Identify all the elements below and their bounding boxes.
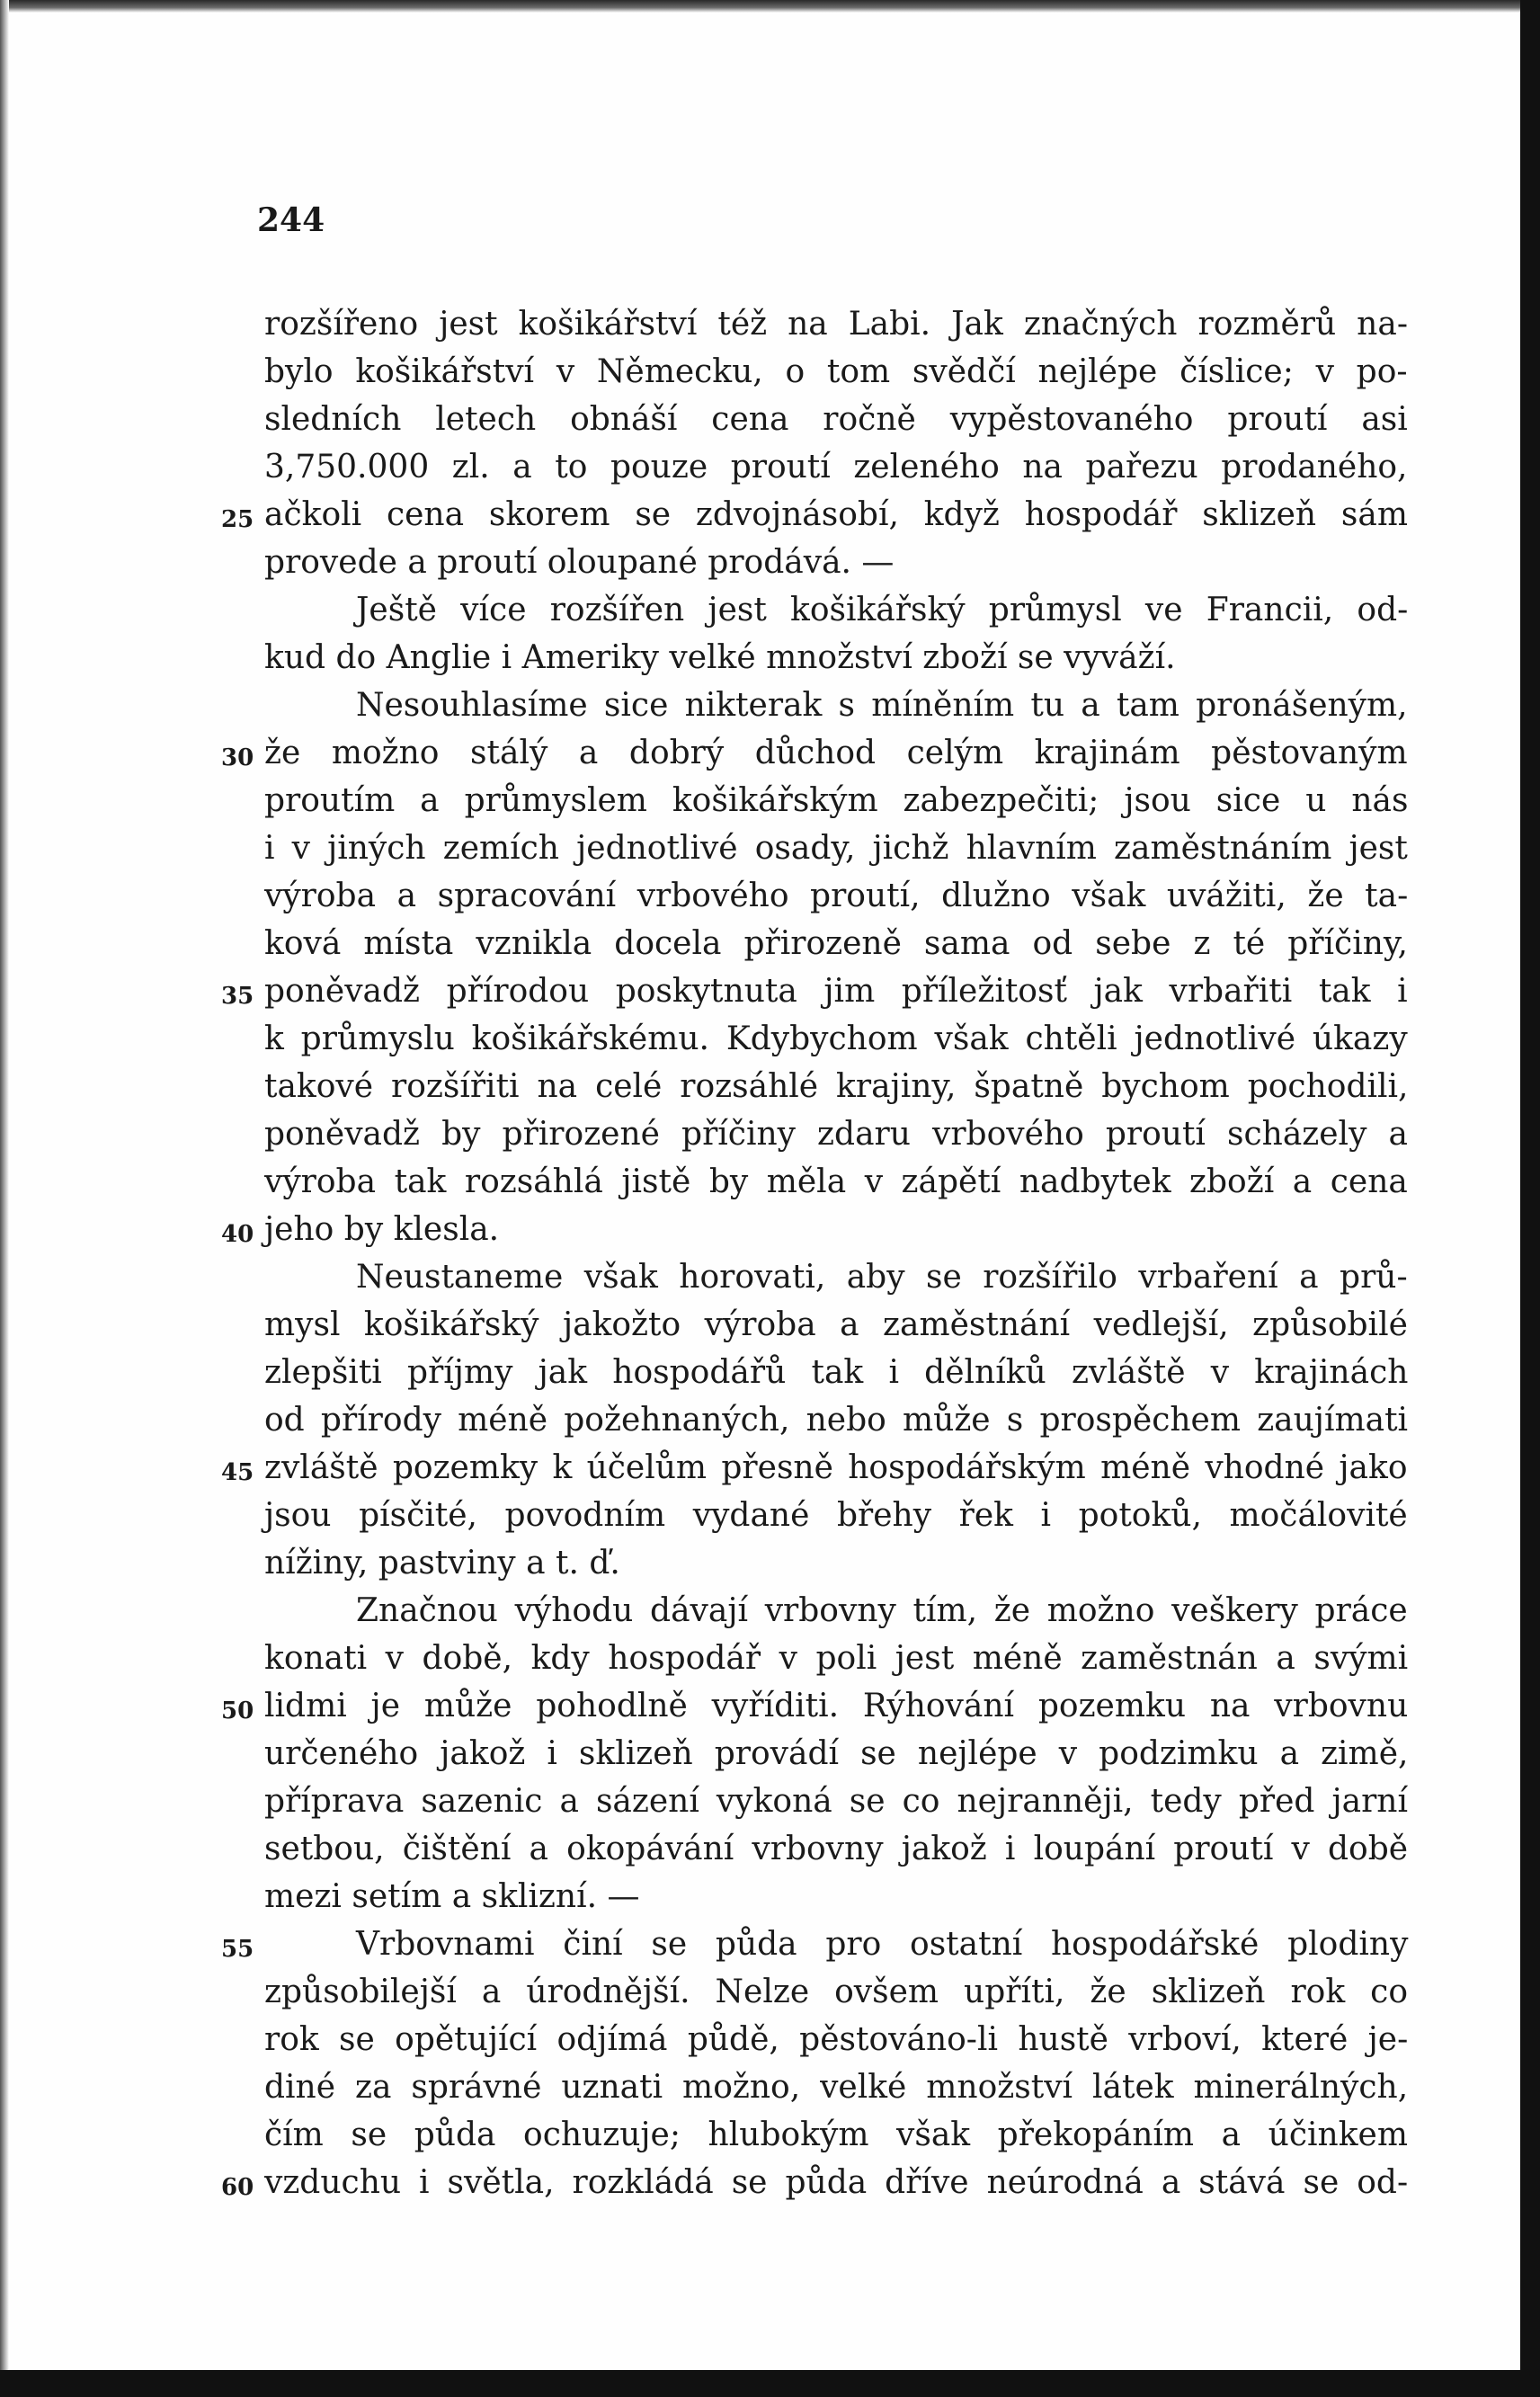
text-line [264, 682, 1408, 729]
text-line [264, 1158, 1408, 1206]
text-line [264, 1539, 1408, 1587]
line-text: Značnou výhodu dávají vrbovny tím, že možno veškery práce [356, 1592, 1408, 1629]
line-text: proutím a průmyslem košikářským zabezpečiti; jsou sice u nás [264, 782, 1409, 819]
text-line [264, 396, 1408, 443]
text-line [264, 348, 1408, 396]
line-text: výroba a spracování vrbového proutí, dlužno však uvážiti, že ta- [264, 878, 1409, 914]
line-text: jsou písčité, povodním vydané břehy řek i potoků, močálovité [264, 1497, 1408, 1534]
line-text: poněvadž by přirozené příčiny zdaru vrbového proutí scházely a [264, 1116, 1408, 1153]
line-number: 35 [221, 983, 254, 1010]
line-number: 45 [221, 1459, 254, 1486]
text-line [264, 1349, 1408, 1396]
line-text: konati v době, kdy hospodář v poli jest méně zaměstnán a svými [264, 1640, 1409, 1677]
text-line [264, 443, 1408, 491]
line-number: 60 [221, 2174, 254, 2201]
text-line [264, 1015, 1408, 1063]
line-text: mysl košikářský jakožto výroba a zaměstnání vedlejší, způsobilé [264, 1306, 1408, 1343]
scan-border-bottom [0, 2370, 1540, 2397]
text-line [264, 1825, 1408, 1873]
text-line [264, 920, 1408, 967]
text-line [264, 777, 1408, 824]
line-number: 25 [221, 506, 254, 533]
line-text: lidmi je může pohodlně vyříditi. Rýhování pozemku na vrbovnu [264, 1688, 1409, 1724]
scan-border-top [0, 0, 1540, 13]
line-text: sledních letech obnáší cena ročně vypěstovaného proutí asi [264, 401, 1408, 438]
text-line [264, 872, 1408, 920]
line-text: zvláště pozemky k účelům přesně hospodářským méně vhodné jako [264, 1449, 1408, 1486]
text-line [264, 1110, 1408, 1158]
line-text: rozšířeno jest košikářství též na Labi. Jak značných rozměrů na- [264, 306, 1408, 343]
text-line [264, 539, 1408, 586]
text-line [221, 1444, 1408, 1492]
text-line [264, 1396, 1408, 1444]
text-line [264, 300, 1408, 348]
line-number: 40 [221, 1221, 254, 1248]
line-text: poněvadž přírodou poskytnuta jim příležitosť jak vrbařiti tak i [264, 973, 1408, 1010]
text-line [264, 2063, 1408, 2111]
text-line [264, 1730, 1408, 1778]
line-number: 55 [221, 1936, 254, 1963]
line-text: určeného jakož i sklizeň provádí se nejlépe v podzimku a zimě, [264, 1735, 1409, 1772]
line-text: jeho by klesla. [264, 1211, 500, 1248]
line-text: ková místa vznikla docela přirozeně sama od sebe z té příčiny, [264, 925, 1408, 962]
text-line [264, 1968, 1408, 2016]
line-text: Ještě více rozšířen jest košikářský průmysl ve Francii, od- [356, 592, 1409, 628]
page-number: 244 [257, 201, 325, 239]
text-line [264, 824, 1408, 872]
text-line [264, 2016, 1408, 2063]
line-text: kud do Anglie i Ameriky velké množství zboží se vyváží. [264, 639, 1176, 676]
text-line [221, 491, 1408, 539]
line-text: vzduchu i světla, rozkládá se půda dříve neúrodná a stává se od- [264, 2164, 1409, 2201]
text-line [264, 1587, 1408, 1635]
text-line [221, 2159, 1409, 2206]
body-text [221, 300, 1409, 2206]
line-text: k průmyslu košikářskému. Kdybychom však chtěli jednotlivé úkazy [264, 1020, 1408, 1057]
line-text: Nesouhlasíme sice nikterak s míněním tu a tam pronášeným, [356, 687, 1408, 724]
text-line [221, 1920, 1409, 1968]
line-text: mezi setím a sklizní. — [264, 1878, 640, 1915]
text-line [264, 2111, 1408, 2159]
text-line [264, 1492, 1408, 1539]
scan-border-right [1520, 0, 1540, 2397]
text-line [221, 967, 1408, 1015]
line-text: takové rozšířiti na celé rozsáhlé krajiny, špatně bychom pochodili, [264, 1068, 1409, 1105]
line-text: že možno stálý a dobrý důchod celým krajinám pěstovaným [264, 735, 1408, 771]
text-line [264, 1635, 1408, 1682]
text-line [264, 634, 1408, 682]
line-text: ačkoli cena skorem se zdvojnásobí, když hospodář sklizeň sám [264, 496, 1408, 533]
text-line [264, 1778, 1408, 1825]
text-line [221, 1206, 1408, 1253]
line-text: příprava sazenic a sázení vykoná se co nejranněji, tedy před jarní [264, 1783, 1408, 1820]
line-text: výroba tak rozsáhlá jistě by měla v zápětí nadbytek zboží a cena [264, 1163, 1408, 1200]
line-text: Neustaneme však horovati, aby se rozšířilo vrbaření a prů- [356, 1259, 1408, 1296]
line-text: diné za správné uznati možno, velké množství látek minerálných, [264, 2069, 1409, 2106]
text-line [264, 586, 1408, 634]
line-text: i v jiných zemích jednotlivé osady, jichž hlavním zaměstnáním jest [264, 830, 1408, 867]
line-text: nížiny, pastviny a t. ď. [264, 1545, 620, 1582]
text-line [221, 1682, 1409, 1730]
scan-border-left [0, 0, 9, 2397]
line-text: provede a proutí oloupané prodává. — [264, 544, 895, 581]
line-text: rok se opětující odjímá půdě, pěstováno-li hustě vrboví, které je- [264, 2021, 1409, 2058]
line-number: 50 [221, 1698, 254, 1724]
line-text: čím se půda ochuzuje; hlubokým však překopáním a účinkem [264, 2116, 1408, 2153]
line-text: 3,750.000 zl. a to pouze proutí zeleného na pařezu prodaného, [264, 449, 1408, 486]
line-number: 30 [221, 744, 254, 771]
line-text: způsobilejší a úrodnější. Nelze ovšem upříti, že sklizeň rok co [264, 1974, 1408, 2010]
line-text: od přírody méně požehnaných, nebo může s prospěchem zaujímati [264, 1402, 1409, 1439]
line-text: bylo košikářství v Německu, o tom svědčí nejlépe číslice; v po- [264, 353, 1408, 390]
text-line [264, 1253, 1408, 1301]
line-text: setbou, čištění a okopávání vrbovny jakož i loupání proutí v době [264, 1831, 1409, 1867]
text-line [264, 1301, 1408, 1349]
line-text: zlepšiti příjmy jak hospodářů tak i dělníků zvláště v krajinách [264, 1354, 1409, 1391]
text-line [264, 1873, 1408, 1920]
text-line [264, 1063, 1408, 1110]
line-text: Vrbovnami činí se půda pro ostatní hospodářské plodiny [356, 1926, 1409, 1963]
text-line [221, 729, 1408, 777]
